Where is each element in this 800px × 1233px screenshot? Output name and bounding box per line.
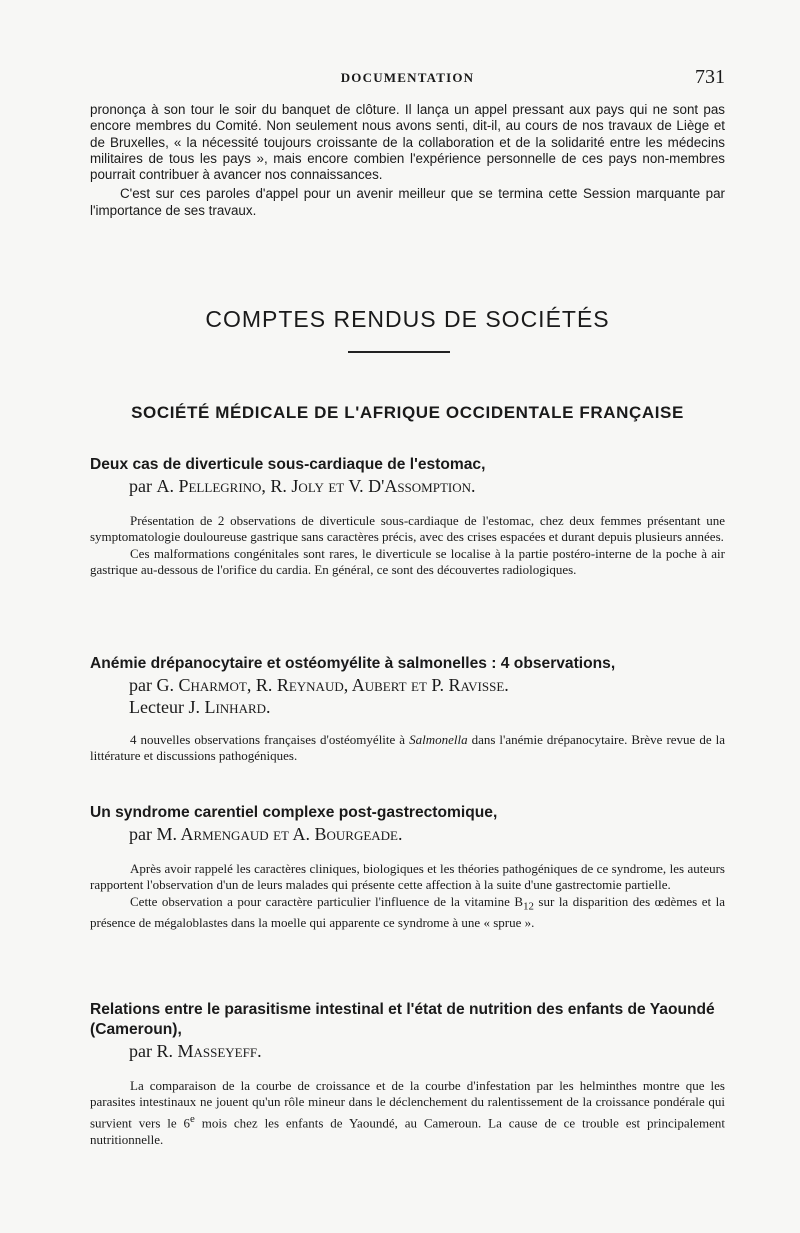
article-byline [90, 475, 725, 497]
intro-paragraph: prononça à son tour le soir du banquet de clôture. Il lança un appel pressant aux pays qui ne sont pas encore membres du Comité. Non seulement nous avons senti, dit-il, au cours de nos travaux de Liège et de Bruxelles, « la nécessité toujours croissante de la collaboration et de la solidarité entre les médecins militaires de tous les pays », mais encore combien l'expérience personnelle de ces pays non-membres pourrait contribuer à avancer nos connaissances. [90, 102, 725, 183]
by-word: par [129, 476, 157, 496]
article-paragraph: Ces malformations congénitales sont rares, le diverticule se localise à la partie postéro-interne de la poche à air gastrique au-dessous de l'orifice du cardia. En général, ce sont des découvertes radiologiques. [90, 545, 725, 578]
section-title: COMPTES RENDUS DE SOCIÉTÉS [205, 306, 610, 332]
subscript: 12 [523, 900, 534, 913]
intro-text [90, 102, 725, 219]
paragraph-text: La comparaison de la courbe de croissance et de la courbe d'infestation par les helminthes montre que les parasites intestinaux ne jouent qu'un rôle mineur dans le déclenchement du ralentissement de la croissance pondérale qui survient vers le 6 [90, 1078, 725, 1131]
reader-name: J. Linhard. [188, 697, 271, 717]
article-paragraph: Présentation de 2 observations de diverticule sous-cardiaque de l'estomac, chez deux femmes présentant une symptomatologie douloureuse gastrique sans caractères précis, avec des crises espacées et durant depuis plusieurs années. [90, 513, 725, 545]
paragraph-text: dans l'anémie drépanocytaire. Brève revue de la littérature et discussions pathogéniques. [90, 732, 725, 764]
article-title: Deux cas de diverticule sous-cardiaque de l'estomac, [90, 456, 486, 473]
article-byline [90, 823, 725, 845]
paragraph-text: Cette observation a pour caractère particulier l'influence de la vitamine B [130, 893, 524, 909]
article-title: Anémie drépanocytaire et ostéomyélite à salmonelles : 4 observations, [90, 655, 616, 672]
by-word: par [129, 824, 157, 844]
article-anemie [90, 654, 725, 765]
article-title: Relations entre le parasitisme intestinal et l'état de nutrition des enfants de Yaoundé (Cameroun), [90, 1001, 715, 1038]
article-body [90, 1078, 725, 1148]
article-paragraph [90, 732, 725, 765]
paragraph-italic: Salmonella [409, 732, 468, 747]
article-authors: G. Charmot, R. Reynaud, Aubert et P. Ravisse. [156, 675, 509, 695]
article-reader [90, 696, 725, 718]
article-paragraph: Après avoir rappelé les caractères cliniques, biologiques et les théories pathogéniques de ce syndrome, les auteurs rapportent l'observation d'un de leurs malades qui présente cette affection à la suite d'une gastrectomie partielle. [90, 861, 725, 893]
running-title: DOCUMENTATION [340, 70, 475, 85]
article-body [90, 513, 725, 579]
article-authors: A. Pellegrino, R. Joly et V. D'Assomption. [156, 476, 476, 496]
article-parasitisme [90, 1000, 725, 1148]
by-word: par [129, 675, 157, 695]
page-number: 731 [695, 66, 725, 88]
society-title: SOCIÉTÉ MÉDICALE DE L'AFRIQUE OCCIDENTALE FRANÇAISE [131, 403, 684, 422]
article-paragraph [90, 1078, 725, 1148]
intro-paragraph: C'est sur ces paroles d'appel pour un avenir meilleur que se termina cette Session marquante par l'importance de ses travaux. [90, 186, 725, 218]
running-header [90, 66, 725, 90]
article-diverticule [90, 455, 725, 579]
superscript: e [190, 1112, 195, 1125]
article-title: Un syndrome carentiel complexe post-gastrectomique, [90, 804, 498, 821]
article-byline [90, 674, 725, 696]
article-byline [90, 1040, 725, 1062]
article-body [90, 732, 725, 765]
paragraph-text: 4 nouvelles observations françaises d'ostéomyélite à [130, 732, 410, 747]
article-authors: R. Masseyeff. [156, 1041, 262, 1061]
paragraph-text: mois chez les enfants de Yaoundé, au Cameroun. La cause de ce trouble est principalement nutritionnelle. [90, 1115, 725, 1147]
by-word: par [129, 1041, 157, 1061]
article-syndrome [90, 803, 725, 931]
article-paragraph [90, 894, 725, 931]
title-rule [348, 351, 450, 353]
reader-label: Lecteur [129, 697, 189, 717]
article-authors: M. Armengaud et A. Bourgeade. [156, 824, 403, 844]
paragraph-text: sur la disparition des œdèmes et la présence de mégaloblastes dans la moelle qui apparente ce syndrome à une « sprue ». [90, 893, 725, 930]
article-body [90, 861, 725, 931]
